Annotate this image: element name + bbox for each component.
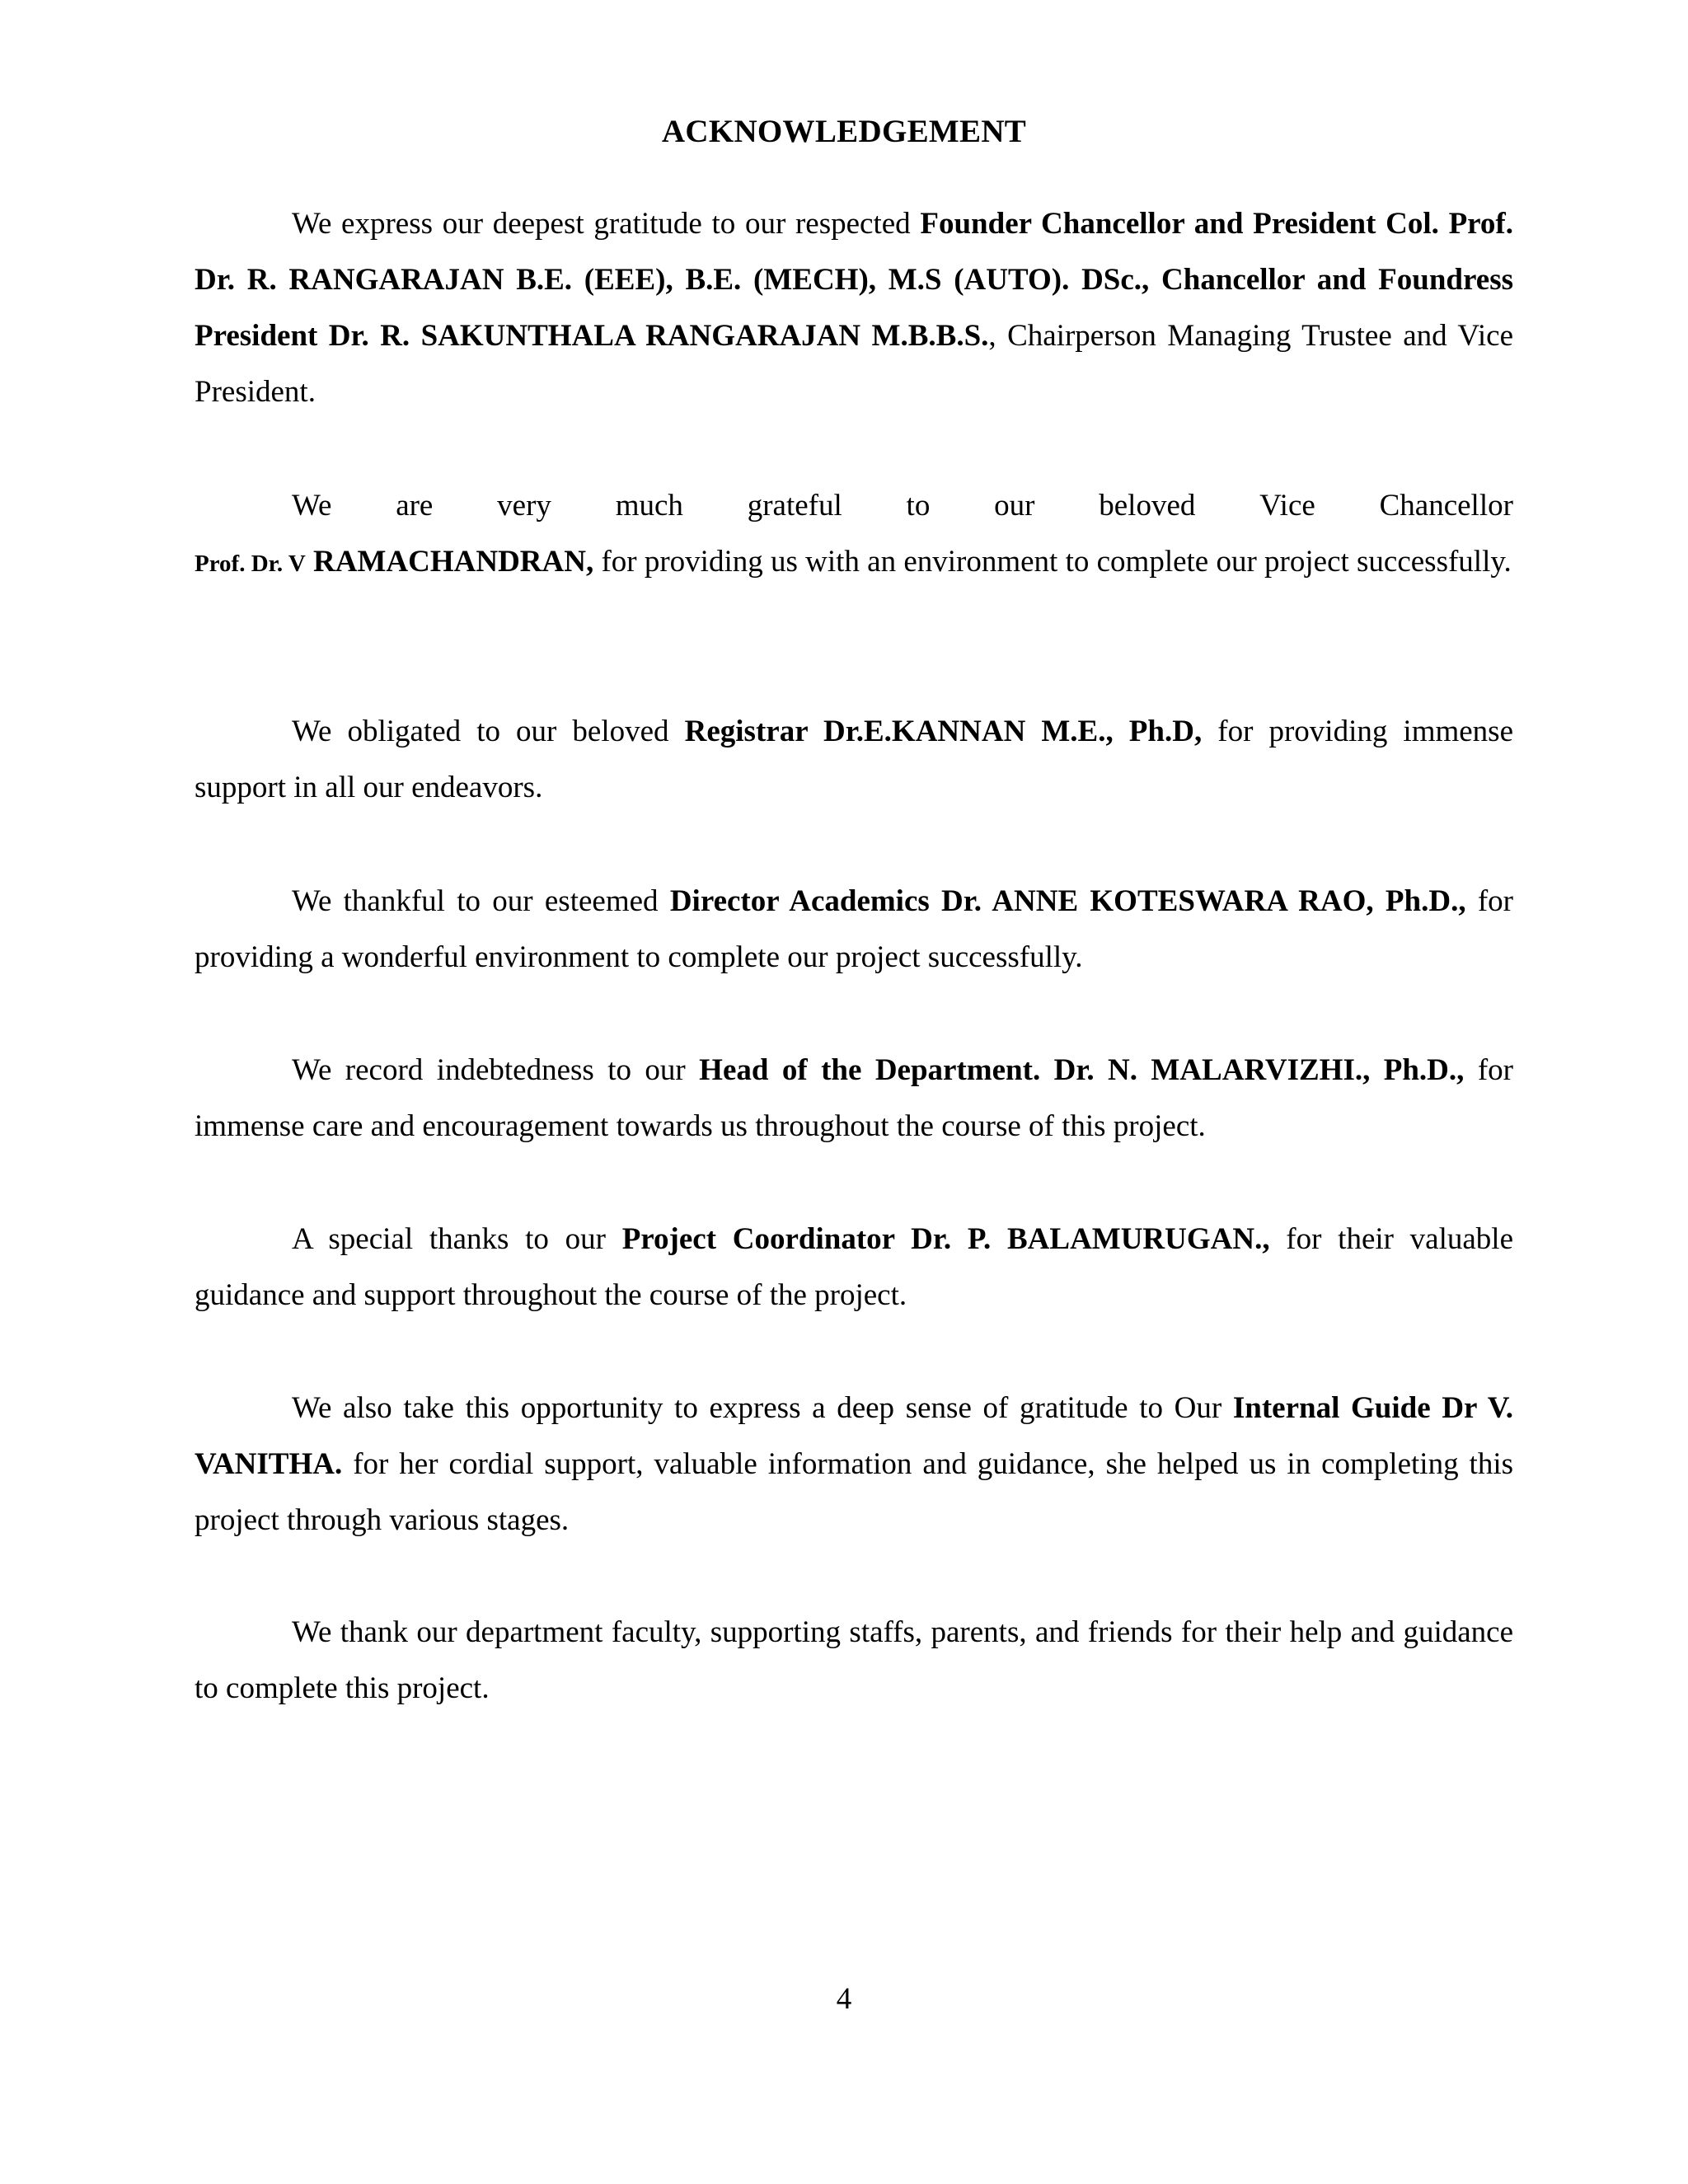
text: We obligated to our beloved xyxy=(292,715,685,748)
word: beloved xyxy=(1099,489,1196,523)
bold-text: RAMACHANDRAN, xyxy=(305,545,594,579)
bold-text: Founder Chancellor and President Col. Prof. Dr. R. RANGARAJAN B.E. (EEE), B.E. (MECH), M.S (AUTO). DSc., Chancellor and Foundress President Dr. R. SAKUNTHALA RANGARAJAN M.B.B.S. xyxy=(195,207,1513,353)
paragraph-director xyxy=(195,874,1513,986)
word: grateful xyxy=(747,489,842,523)
paragraph-coordinator xyxy=(195,1212,1513,1324)
page-title: ACKNOWLEDGEMENT xyxy=(661,114,1027,149)
word: our xyxy=(994,489,1035,523)
text: We thank our department faculty, supporting staffs, parents, and friends for their help and guidance to complete this project. xyxy=(195,1615,1513,1705)
paragraph-vice-chancellor xyxy=(195,478,1513,592)
text: A special thanks to our xyxy=(292,1222,622,1256)
paragraph-thanks xyxy=(195,1605,1513,1717)
text: for providing a wonderful environment to complete our project successfully. xyxy=(195,884,1513,974)
bold-text: Internal Guide Dr V. VANITHA. xyxy=(195,1391,1513,1481)
bold-text: Registrar Dr.E.KANNAN M.E., Ph.D, xyxy=(684,715,1203,748)
word: Chancellor xyxy=(1379,489,1513,523)
text: for immense care and encouragement towards us throughout the course of this project. xyxy=(195,1053,1513,1143)
paragraph-founder xyxy=(195,196,1513,420)
text: We record indebtedness to our xyxy=(292,1053,700,1087)
text: We thankful to our esteemed xyxy=(292,884,670,918)
text: for their valuable guidance and support throughout the course of the project. xyxy=(195,1222,1514,1312)
text: We also take this opportunity to express a deep sense of gratitude to Our xyxy=(292,1391,1233,1425)
word: We xyxy=(292,489,332,523)
word: are xyxy=(396,489,434,523)
paragraph-registrar xyxy=(195,704,1513,816)
word: much xyxy=(615,489,683,523)
paragraph-guide xyxy=(195,1380,1513,1549)
text: We express our deepest gratitude to our respected xyxy=(292,207,921,241)
paragraph-hod xyxy=(195,1043,1513,1155)
text: for providing us with an environment to complete our project successfully. xyxy=(593,545,1512,579)
bold-text: Head of the Department. Dr. N. MALARVIZHI., Ph.D., xyxy=(699,1053,1465,1087)
bold-text: Project Coordinator Dr. P. BALAMURUGAN., xyxy=(621,1222,1270,1256)
text: for her cordial support, valuable information and guidance, she helped us in completing this project through various stages. xyxy=(195,1447,1513,1537)
bold-text: Director Academics Dr. ANNE KOTESWARA RAO, Ph.D., xyxy=(669,884,1466,918)
word: to xyxy=(906,489,931,523)
word: Vice xyxy=(1259,489,1315,523)
paragraph-line xyxy=(195,478,1513,534)
word: very xyxy=(497,489,551,523)
text: , Chairperson Managing Trustee and Vice President. xyxy=(195,319,1513,409)
page-number: 4 xyxy=(836,1982,852,2016)
bold-small-text: Prof. Dr. V xyxy=(195,551,306,577)
paragraph-rest xyxy=(195,534,1513,592)
text: for providing immense support in all our endeavors. xyxy=(195,715,1514,804)
